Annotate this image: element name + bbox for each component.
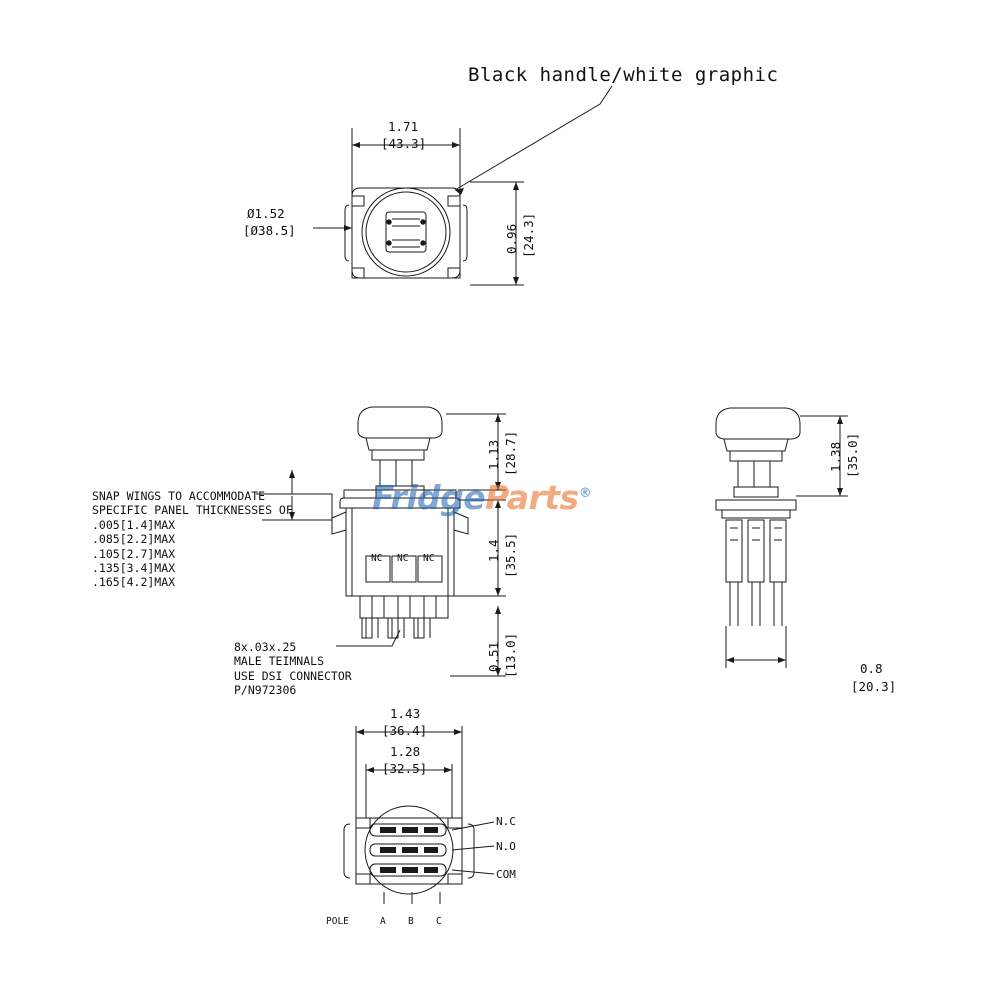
watermark-part2: Parts xyxy=(485,478,579,517)
bottom-view-terminal-no: N.O xyxy=(496,840,516,853)
bottom-view-outer-width-inch: 1.43 xyxy=(390,706,421,721)
bottom-view-outer-width-mm: [36.4] xyxy=(382,723,428,738)
right-view-width-inch: 0.8 xyxy=(860,661,883,676)
pole-column-c: C xyxy=(436,916,442,927)
top-view-width-mm: [43.3] xyxy=(381,136,427,151)
snap-note-line-2: SPECIFIC PANEL THICKNESSES OF xyxy=(92,503,293,518)
terminal-note-line-2: MALE TEIMNALS xyxy=(234,654,325,669)
side-view-dim-bottom-mm: [13.0] xyxy=(503,632,518,678)
side-view-dim-bottom-inch: 0.51 xyxy=(486,641,501,672)
bottom-view-inner-width-inch: 1.28 xyxy=(390,744,421,759)
top-view-height-mm: [24.3] xyxy=(521,212,536,258)
watermark-part1: Fridge xyxy=(372,478,486,517)
terminal-note xyxy=(234,640,352,698)
snap-note-line-5: .105[2.7]MAX xyxy=(92,546,176,561)
top-view-width-inch: 1.71 xyxy=(388,119,419,134)
terminal-note-line-4: P/N972306 xyxy=(234,683,297,698)
watermark-symbol: ® xyxy=(578,486,592,501)
pole-label: POLE xyxy=(326,916,349,927)
side-view-dim-mid-mm: [35.5] xyxy=(503,532,518,578)
bottom-view-terminal-nc: N.C xyxy=(496,815,516,828)
contact-label-nc-3: NC xyxy=(423,553,435,564)
terminal-note-line-1: 8x.03x.25 xyxy=(234,640,297,654)
right-view-height-inch: 1.38 xyxy=(828,441,843,472)
pole-column-b: B xyxy=(408,916,414,927)
snap-note-line-7: .165[4.2]MAX xyxy=(92,575,176,590)
right-view-width-mm: [20.3] xyxy=(851,679,897,694)
watermark xyxy=(372,478,591,517)
top-view-diameter-inch: Ø1.52 xyxy=(247,206,285,221)
bottom-view-terminal-com: COM xyxy=(496,868,516,881)
pole-column-a: A xyxy=(380,916,386,927)
page-title: Black handle/white graphic xyxy=(468,64,779,86)
contact-label-nc-2: NC xyxy=(397,553,409,564)
snap-wing-note xyxy=(92,489,293,590)
bottom-view-inner-width-mm: [32.5] xyxy=(382,761,428,776)
snap-note-line-4: .085[2.2]MAX xyxy=(92,532,176,547)
right-view-height-mm: [35.0] xyxy=(845,432,860,478)
side-view-dim-top-mm: [28.7] xyxy=(503,430,518,476)
top-view-diameter-mm: [Ø38.5] xyxy=(243,223,296,238)
terminal-note-line-3: USE DSI CONNECTOR xyxy=(234,668,352,683)
snap-note-line-6: .135[3.4]MAX xyxy=(92,560,176,575)
side-view-dim-mid-inch: 1.4 xyxy=(486,539,501,562)
contact-label-nc-1: NC xyxy=(371,553,383,564)
snap-note-line-1: SNAP WINGS TO ACCOMMODATE xyxy=(92,489,266,503)
side-view-dim-top-inch: 1.13 xyxy=(486,439,501,470)
top-view-height-inch: 0.96 xyxy=(504,223,519,254)
snap-note-line-3: .005[1.4]MAX xyxy=(92,517,176,532)
